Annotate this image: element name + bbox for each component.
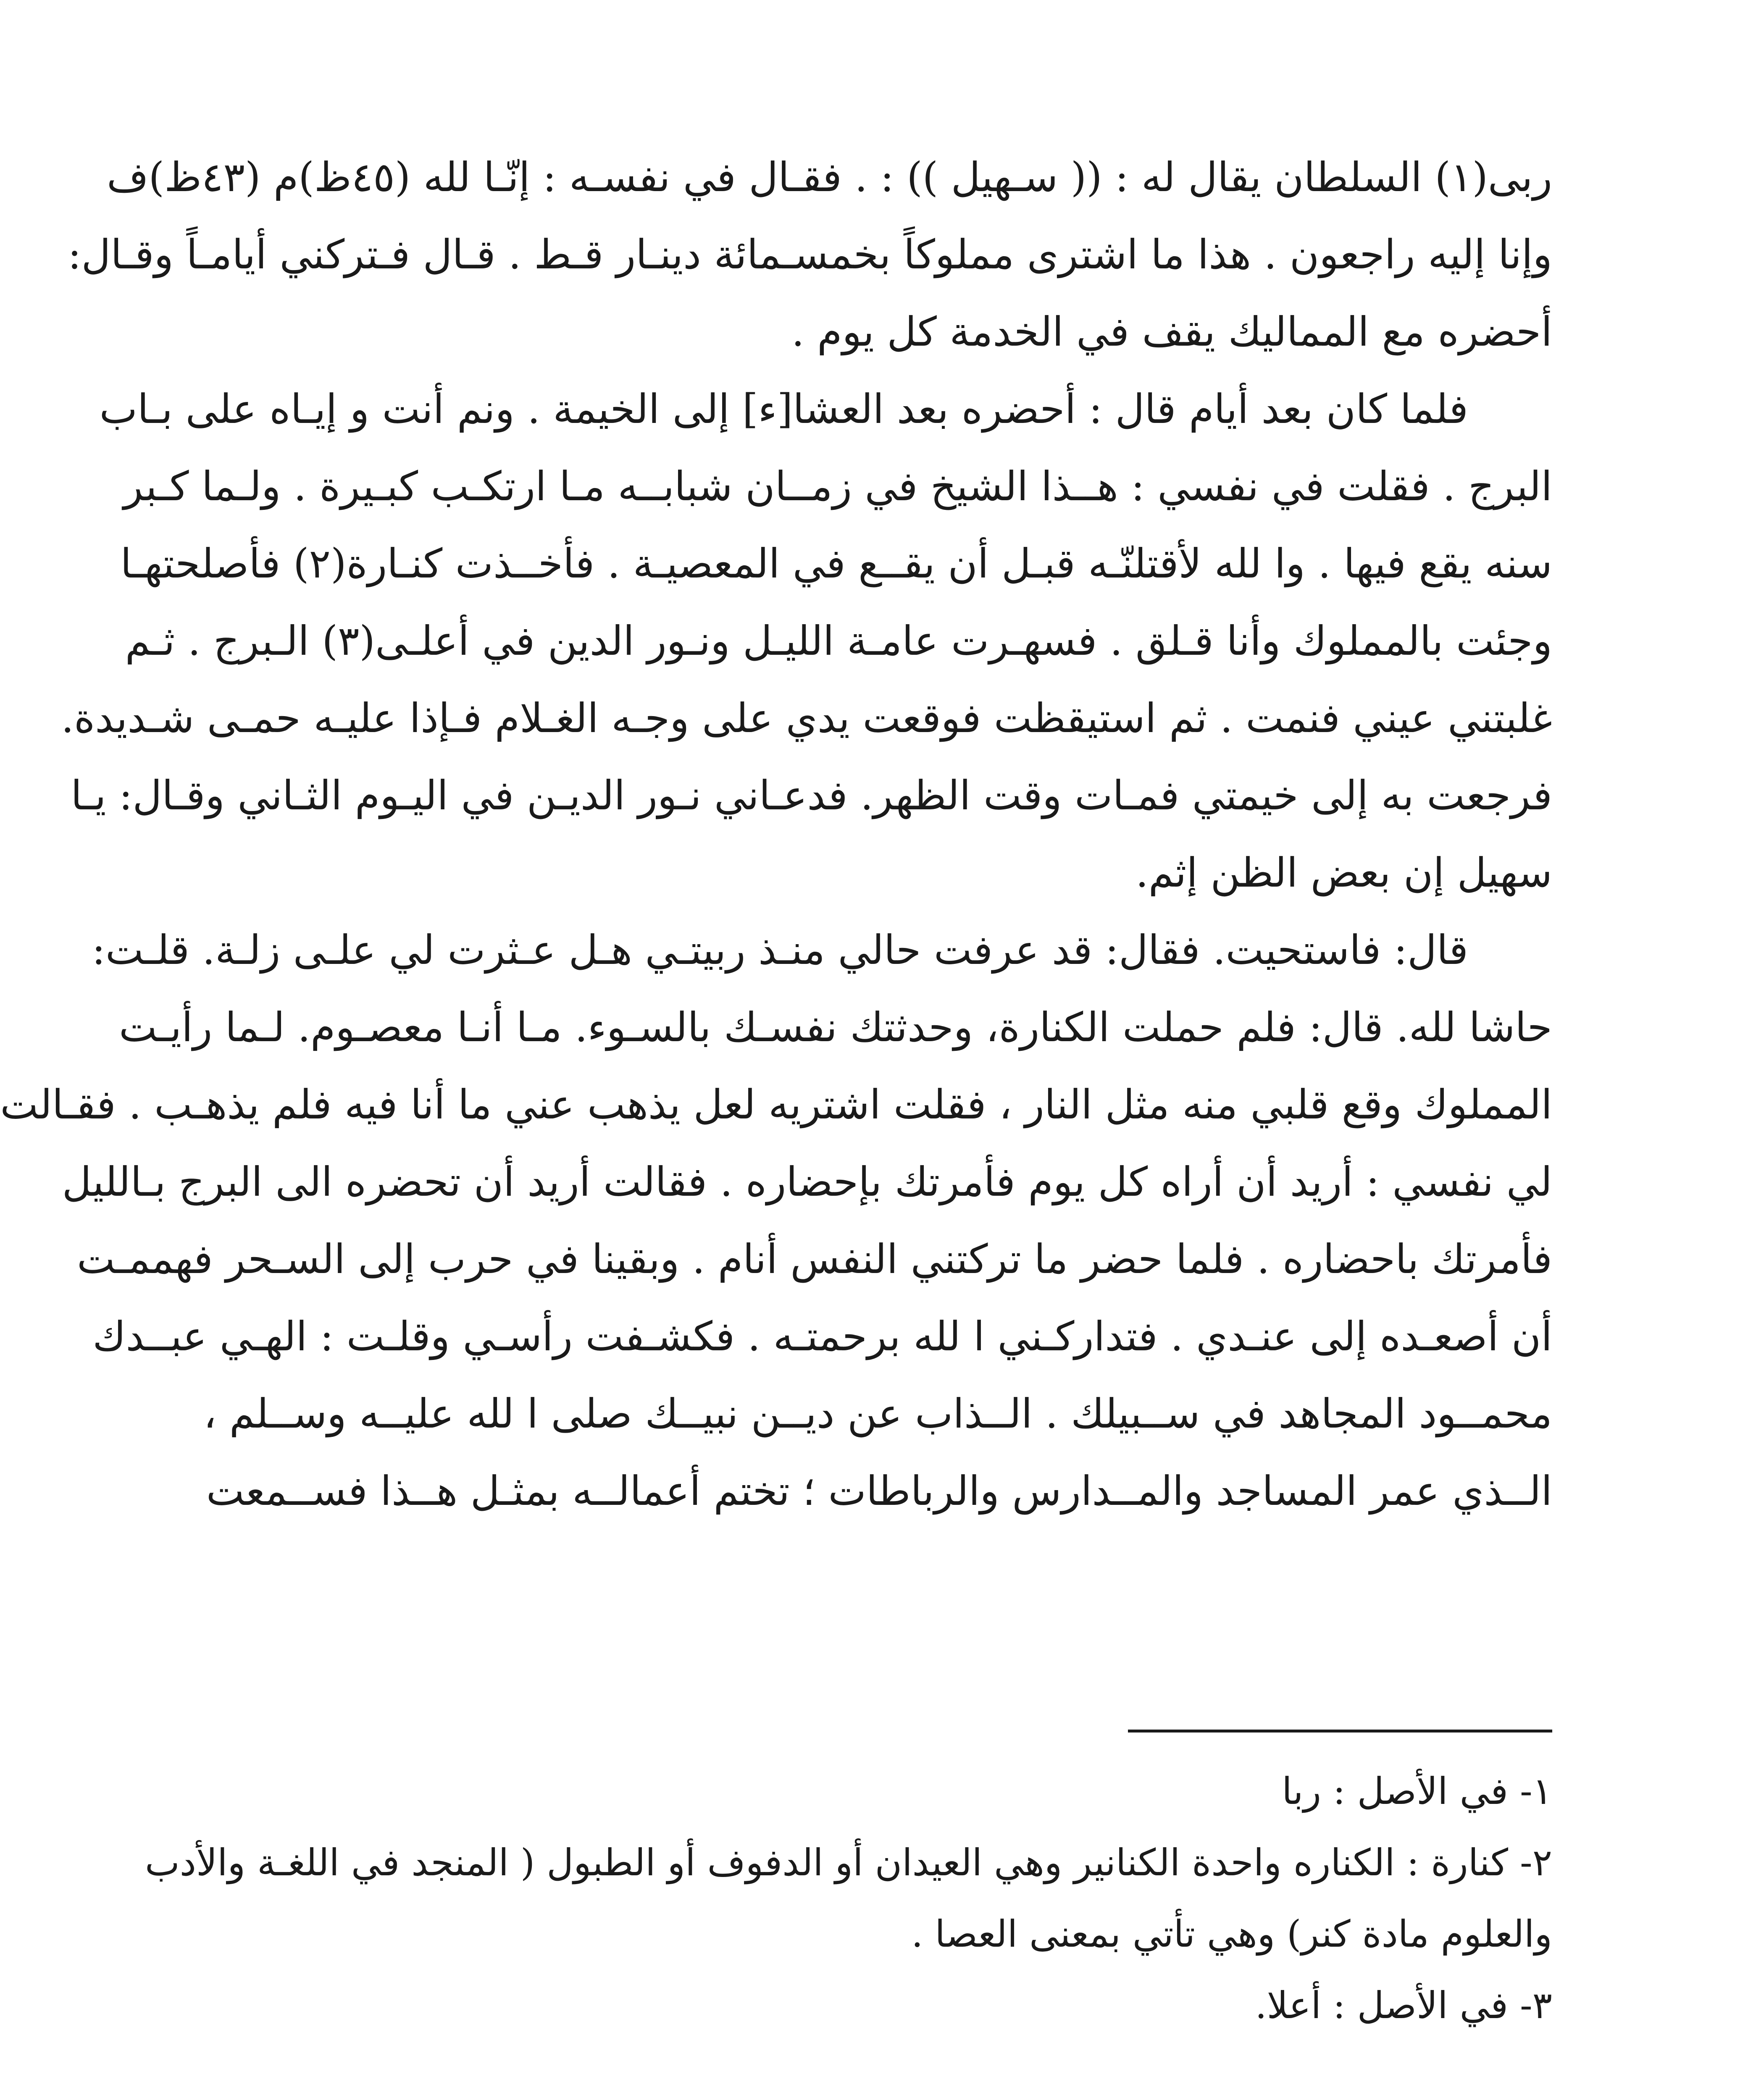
paragraph-start-line: قال: فاستحيت. فقال: قد عرفت حالي منـذ ربيتـي هـل عـثرت لي علـى زلـة. قلـت:: [92, 927, 1468, 974]
text-line: المملوك وقع قلبي منه مثل النار ، فقلت اشتريه لعل يذهب عني ما أنا فيه فلم يذهـب . فقـالت: [0, 1081, 1552, 1128]
text-line: محمــود المجاهد في ســبيلك . الــذاب عن ديــن نبيــك صلى ا لله عليــه وســلم ،: [203, 1390, 1552, 1437]
footnote-1: ١- في الأصل : ربا: [1282, 1769, 1552, 1813]
text-line: أحضره مع المماليك يقف في الخدمة كل يوم .: [791, 308, 1552, 355]
text-line: حاشا لله. قال: فلم حملت الكنارة، وحدثتك نفسـك بالسـوء. مـا أنـا معصـوم. لـما رأيـت: [119, 1004, 1552, 1051]
footnote-2-continued: والعلوم مادة كنر) وهي تأتي بمعنى العصا .: [911, 1912, 1552, 1956]
text-line: البرج . فقلت في نفسي : هــذا الشيخ في زمــان شبابــه مـا ارتكـب كبـيرة . ولـما كـبر: [123, 463, 1552, 510]
paragraph-start-line: فلما كان بعد أيام قال : أحضره بعد العشا[ء] إلى الخيمة . ونم أنت و إيـاه على بـاب: [99, 386, 1468, 433]
text-line: سنه يقع فيها . وا لله لأقتلنّـه قبـل أن يقــع في المعصيـة . فأخــذت كنـارة(٢) فأصلحتهـا: [120, 540, 1552, 587]
text-line: ربى(١) السلطان يقال له : (( سـهيل )) : . فقـال في نفسـه : إنّـا لله (٤٥ظ)م (٤٣ظ)ف: [107, 154, 1552, 201]
text-line: فأمرتك باحضاره . فلما حضر ما تركتني النفس أنام . وبقينا في حرب إلى السـحر فهممـت: [77, 1236, 1552, 1283]
text-line: الــذي عمر المساجد والمــدارس والرباطات ؛ تختم أعمالــه بمثـل هــذا فســمعت: [206, 1467, 1552, 1515]
footnotes-block: [145, 1756, 1552, 2041]
text-line: سهيل إن بعض الظن إثم.: [1136, 849, 1552, 896]
footnote-3: ٣- في الأصل : أعلا.: [1255, 1984, 1552, 2027]
text-line: غلبتني عيني فنمت . ثم استيقظت فوقعت يدي على وجـه الغـلام فـإذا عليـه حمـى شـديدة.: [61, 695, 1552, 742]
footnote-divider: [1128, 1730, 1552, 1732]
text-line: أن أصعـده إلى عنـدي . فتداركـني ا لله برحمتـه . فكشـفت رأسـي وقلـت : الهـي عبــدك: [92, 1313, 1552, 1360]
main-text-block: [0, 139, 1552, 1530]
text-line: فرجعت به إلى خيمتي فمـات وقت الظهر. فدعـاني نـور الديـن في اليـوم الثـاني وقـال: يـا: [71, 772, 1552, 819]
text-line: وإنا إليه راجعون . هذا ما اشترى مملوكاً بخمسـمائة دينـار قـط . قـال فـتركني أيامـاً وقـال:: [68, 231, 1552, 278]
footnote-2: ٢- كنارة : الكناره واحدة الكنانير وهي العيدان أو الدفوف أو الطبول ( المنجد في اللغـة والأدب: [145, 1841, 1552, 1884]
text-line: وجئت بالمملوك وأنا قـلق . فسهـرت عامـة الليـل ونـور الدين في أعلـى(٣) الـبرج . ثـم: [125, 617, 1552, 664]
text-line: لي نفسي : أريد أن أراه كل يوم فأمرتك بإحضاره . فقالت أريد أن تحضره الى البرج بـالليل: [62, 1158, 1552, 1205]
